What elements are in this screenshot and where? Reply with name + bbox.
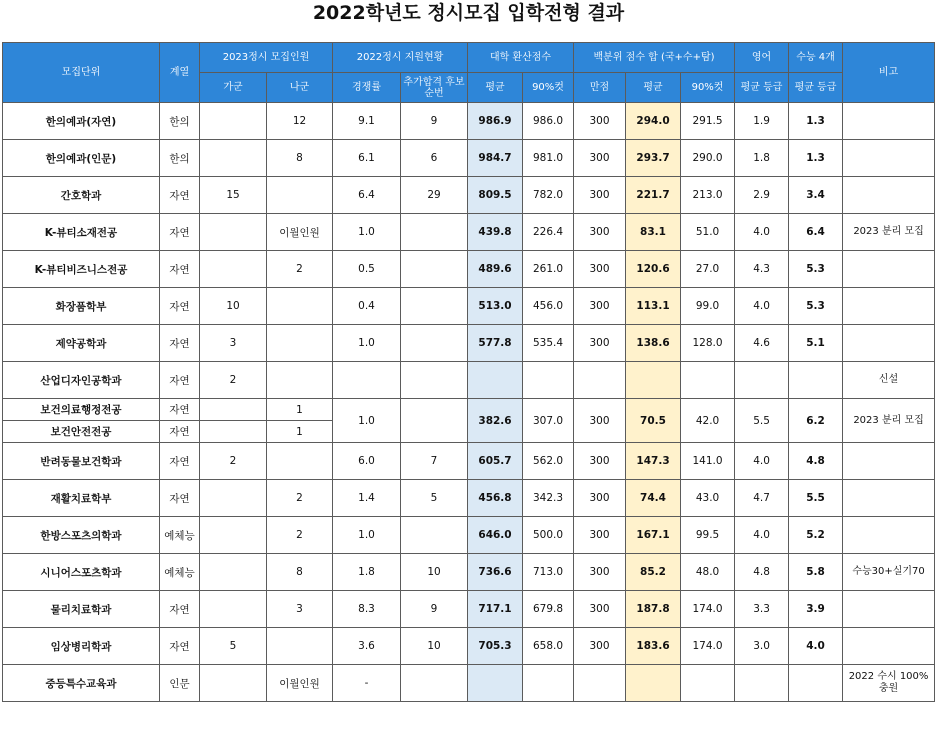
cell-track: 자연	[160, 177, 200, 214]
results-table	[2, 42, 935, 702]
page-title: 2022학년도 정시모집 입학전형 결과	[312, 2, 625, 24]
cell-conv-90	[523, 665, 574, 702]
cell-quota-na: 3	[267, 591, 333, 628]
cell-note	[843, 325, 935, 362]
cell-conv-90	[523, 362, 574, 399]
cell-pct-avg: 83.1	[626, 214, 681, 251]
cell-pct-90: 99.5	[681, 517, 735, 554]
cell-pct-avg: 293.7	[626, 140, 681, 177]
cell-quota-na: 12	[267, 103, 333, 140]
cell-waitlist	[401, 399, 468, 443]
cell-track: 자연	[160, 480, 200, 517]
cell-competition: 0.4	[333, 288, 401, 325]
cell-note	[843, 591, 935, 628]
cell-quota-ga	[200, 140, 267, 177]
cell-english: 4.8	[735, 554, 789, 591]
table-row	[3, 325, 935, 362]
header-quota-na: 나군	[267, 73, 333, 103]
cell-conv-avg: 382.6	[468, 399, 523, 443]
cell-quota-ga	[200, 554, 267, 591]
table-row	[3, 362, 935, 399]
cell-quota-ga	[200, 517, 267, 554]
cell-quota-na: 이월인원	[267, 214, 333, 251]
cell-quota-na: 1	[267, 399, 333, 421]
cell-quota-na	[267, 443, 333, 480]
table-row	[3, 591, 935, 628]
table-row	[3, 177, 935, 214]
cell-waitlist	[401, 251, 468, 288]
cell-track: 예체능	[160, 554, 200, 591]
cell-track: 한의	[160, 103, 200, 140]
header-competition: 경쟁률	[333, 73, 401, 103]
cell-quota-ga: 3	[200, 325, 267, 362]
cell-conv-90: 562.0	[523, 443, 574, 480]
cell-pct-avg: 167.1	[626, 517, 681, 554]
header-conv-avg: 평균	[468, 73, 523, 103]
cell-conv-avg	[468, 362, 523, 399]
header-english-grade: 평균 등급	[735, 73, 789, 103]
cell-conv-avg: 809.5	[468, 177, 523, 214]
cell-waitlist: 29	[401, 177, 468, 214]
cell-note: 2023 분리 모집	[843, 399, 935, 443]
cell-conv-90: 535.4	[523, 325, 574, 362]
cell-pct-90: 43.0	[681, 480, 735, 517]
header-pct-90: 90%컷	[681, 73, 735, 103]
cell-unit: 임상병리학과	[3, 628, 160, 665]
table-row	[3, 214, 935, 251]
cell-pct-90: 48.0	[681, 554, 735, 591]
cell-conv-90: 713.0	[523, 554, 574, 591]
cell-pct-avg: 147.3	[626, 443, 681, 480]
table-row	[3, 140, 935, 177]
cell-csat: 5.8	[789, 554, 843, 591]
cell-english	[735, 362, 789, 399]
cell-conv-90: 500.0	[523, 517, 574, 554]
cell-conv-90: 456.0	[523, 288, 574, 325]
cell-csat: 3.4	[789, 177, 843, 214]
table-row	[3, 628, 935, 665]
cell-waitlist	[401, 214, 468, 251]
cell-track: 자연	[160, 214, 200, 251]
cell-pct-avg	[626, 665, 681, 702]
cell-conv-90: 342.3	[523, 480, 574, 517]
cell-pct-90: 51.0	[681, 214, 735, 251]
cell-quota-na: 2	[267, 480, 333, 517]
cell-pct-90	[681, 362, 735, 399]
table-row	[3, 517, 935, 554]
cell-unit: 한방스포츠의학과	[3, 517, 160, 554]
cell-quota-ga: 10	[200, 288, 267, 325]
cell-track: 자연	[160, 288, 200, 325]
cell-english: 4.6	[735, 325, 789, 362]
cell-competition: 1.0	[333, 517, 401, 554]
cell-quota-ga	[200, 665, 267, 702]
cell-conv-avg: 513.0	[468, 288, 523, 325]
cell-pct-avg: 85.2	[626, 554, 681, 591]
cell-conv-90: 226.4	[523, 214, 574, 251]
header-waitlist: 추가합격 후보순번	[401, 73, 468, 103]
table-row	[3, 288, 935, 325]
cell-quota-na: 8	[267, 140, 333, 177]
cell-competition: 0.5	[333, 251, 401, 288]
cell-quota-na: 이월인원	[267, 665, 333, 702]
cell-unit: 물리치료학과	[3, 591, 160, 628]
header-track: 계열	[160, 43, 200, 103]
cell-pct-max: 300	[574, 288, 626, 325]
cell-quota-na: 2	[267, 251, 333, 288]
cell-conv-90: 261.0	[523, 251, 574, 288]
cell-quota-ga	[200, 591, 267, 628]
cell-track: 자연	[160, 628, 200, 665]
cell-note	[843, 480, 935, 517]
cell-unit: 화장품학부	[3, 288, 160, 325]
cell-pct-max: 300	[574, 103, 626, 140]
header-csat-grade: 평균 등급	[789, 73, 843, 103]
cell-track: 인문	[160, 665, 200, 702]
cell-track: 한의	[160, 140, 200, 177]
cell-unit: K-뷰티비즈니스전공	[3, 251, 160, 288]
cell-pct-90: 291.5	[681, 103, 735, 140]
cell-quota-ga	[200, 251, 267, 288]
cell-english: 1.8	[735, 140, 789, 177]
cell-csat: 5.5	[789, 480, 843, 517]
cell-quota-ga: 2	[200, 443, 267, 480]
header-conv-90: 90%컷	[523, 73, 574, 103]
cell-pct-max	[574, 665, 626, 702]
header-pct-max: 만점	[574, 73, 626, 103]
cell-pct-avg: 221.7	[626, 177, 681, 214]
cell-csat: 4.8	[789, 443, 843, 480]
cell-track: 자연	[160, 251, 200, 288]
cell-waitlist	[401, 288, 468, 325]
cell-pct-avg: 294.0	[626, 103, 681, 140]
cell-competition: 3.6	[333, 628, 401, 665]
cell-csat	[789, 665, 843, 702]
cell-pct-avg: 187.8	[626, 591, 681, 628]
cell-pct-max: 300	[574, 251, 626, 288]
cell-conv-90: 658.0	[523, 628, 574, 665]
cell-pct-90: 141.0	[681, 443, 735, 480]
cell-english: 1.9	[735, 103, 789, 140]
cell-english: 4.0	[735, 517, 789, 554]
cell-english: 4.0	[735, 288, 789, 325]
header-english: 영어	[735, 43, 789, 73]
cell-conv-avg: 577.8	[468, 325, 523, 362]
cell-conv-90: 981.0	[523, 140, 574, 177]
cell-conv-90: 307.0	[523, 399, 574, 443]
cell-pct-avg: 120.6	[626, 251, 681, 288]
cell-unit: 중등특수교육과	[3, 665, 160, 702]
cell-conv-avg: 986.9	[468, 103, 523, 140]
cell-quota-na	[267, 177, 333, 214]
cell-conv-avg: 705.3	[468, 628, 523, 665]
cell-csat: 3.9	[789, 591, 843, 628]
cell-note	[843, 288, 935, 325]
cell-english: 4.3	[735, 251, 789, 288]
cell-quota-ga: 15	[200, 177, 267, 214]
cell-conv-avg: 736.6	[468, 554, 523, 591]
header-csat: 수능 4개	[789, 43, 843, 73]
cell-conv-avg: 439.8	[468, 214, 523, 251]
cell-conv-avg	[468, 665, 523, 702]
cell-pct-avg: 113.1	[626, 288, 681, 325]
cell-track: 자연	[160, 591, 200, 628]
header-pct-avg: 평균	[626, 73, 681, 103]
cell-note: 수능30+실기70	[843, 554, 935, 591]
cell-competition: 1.0	[333, 325, 401, 362]
cell-pct-avg: 138.6	[626, 325, 681, 362]
cell-track: 예체능	[160, 517, 200, 554]
cell-csat: 6.4	[789, 214, 843, 251]
header-unit: 모집단위	[3, 43, 160, 103]
table-row	[3, 554, 935, 591]
cell-quota-ga: 5	[200, 628, 267, 665]
cell-note: 2023 분리 모집	[843, 214, 935, 251]
cell-waitlist	[401, 325, 468, 362]
cell-quota-na: 1	[267, 421, 333, 443]
cell-quota-ga	[200, 480, 267, 517]
cell-csat: 5.1	[789, 325, 843, 362]
cell-unit: 산업디자인공학과	[3, 362, 160, 399]
cell-pct-90: 213.0	[681, 177, 735, 214]
cell-pct-avg	[626, 362, 681, 399]
cell-pct-max: 300	[574, 214, 626, 251]
cell-csat: 5.2	[789, 517, 843, 554]
cell-csat: 1.3	[789, 103, 843, 140]
cell-pct-max: 300	[574, 443, 626, 480]
cell-waitlist	[401, 517, 468, 554]
cell-waitlist: 10	[401, 554, 468, 591]
cell-csat: 5.3	[789, 288, 843, 325]
cell-waitlist: 9	[401, 103, 468, 140]
cell-note: 2022 수시 100% 충원	[843, 665, 935, 702]
cell-competition: 9.1	[333, 103, 401, 140]
cell-competition: 6.4	[333, 177, 401, 214]
cell-track: 자연	[160, 362, 200, 399]
cell-track: 자연	[160, 325, 200, 362]
cell-unit: 재활치료학부	[3, 480, 160, 517]
header-note: 비고	[843, 43, 935, 103]
cell-pct-90: 99.0	[681, 288, 735, 325]
cell-waitlist: 5	[401, 480, 468, 517]
cell-english: 3.3	[735, 591, 789, 628]
cell-csat: 6.2	[789, 399, 843, 443]
cell-pct-avg: 74.4	[626, 480, 681, 517]
cell-note: 신설	[843, 362, 935, 399]
cell-pct-max: 300	[574, 480, 626, 517]
cell-conv-avg: 646.0	[468, 517, 523, 554]
cell-english: 5.5	[735, 399, 789, 443]
cell-track: 자연	[160, 399, 200, 421]
cell-conv-avg: 605.7	[468, 443, 523, 480]
cell-note	[843, 443, 935, 480]
cell-csat: 4.0	[789, 628, 843, 665]
cell-quota-ga	[200, 103, 267, 140]
cell-pct-avg: 183.6	[626, 628, 681, 665]
cell-conv-avg: 456.8	[468, 480, 523, 517]
cell-english	[735, 665, 789, 702]
cell-note	[843, 103, 935, 140]
header-apply-2022: 2022정시 지원현황	[333, 43, 468, 73]
cell-waitlist	[401, 665, 468, 702]
cell-competition	[333, 362, 401, 399]
cell-pct-90: 27.0	[681, 251, 735, 288]
cell-note	[843, 628, 935, 665]
cell-csat: 5.3	[789, 251, 843, 288]
cell-pct-max: 300	[574, 517, 626, 554]
cell-competition: 1.4	[333, 480, 401, 517]
cell-quota-na: 2	[267, 517, 333, 554]
cell-competition: 1.8	[333, 554, 401, 591]
cell-english: 4.0	[735, 214, 789, 251]
table-row	[3, 480, 935, 517]
cell-unit: 한의예과(자연)	[3, 103, 160, 140]
cell-note	[843, 517, 935, 554]
cell-english: 4.7	[735, 480, 789, 517]
cell-pct-90: 128.0	[681, 325, 735, 362]
cell-waitlist: 9	[401, 591, 468, 628]
cell-quota-ga: 2	[200, 362, 267, 399]
cell-note	[843, 177, 935, 214]
header-quota-ga: 가군	[200, 73, 267, 103]
cell-unit: K-뷰티소재전공	[3, 214, 160, 251]
cell-pct-90	[681, 665, 735, 702]
header-quota-2023: 2023정시 모집인원	[200, 43, 333, 73]
cell-pct-max: 300	[574, 554, 626, 591]
cell-conv-avg: 489.6	[468, 251, 523, 288]
cell-waitlist: 7	[401, 443, 468, 480]
cell-quota-na	[267, 628, 333, 665]
cell-note	[843, 251, 935, 288]
cell-pct-90: 174.0	[681, 591, 735, 628]
cell-unit: 보건의료행정전공	[3, 399, 160, 421]
cell-conv-90: 679.8	[523, 591, 574, 628]
cell-csat: 1.3	[789, 140, 843, 177]
cell-quota-na	[267, 288, 333, 325]
cell-competition: 6.1	[333, 140, 401, 177]
cell-waitlist: 10	[401, 628, 468, 665]
table-row	[3, 443, 935, 480]
cell-quota-ga	[200, 214, 267, 251]
cell-waitlist	[401, 362, 468, 399]
table-row	[3, 665, 935, 702]
cell-quota-na	[267, 325, 333, 362]
cell-quota-ga	[200, 399, 267, 421]
cell-csat	[789, 362, 843, 399]
cell-pct-avg: 70.5	[626, 399, 681, 443]
cell-pct-max	[574, 362, 626, 399]
cell-note	[843, 140, 935, 177]
header-percentile: 백분위 점수 합 (국+수+탐)	[574, 43, 735, 73]
cell-unit: 보건안전전공	[3, 421, 160, 443]
cell-waitlist: 6	[401, 140, 468, 177]
header-converted: 대학 환산점수	[468, 43, 574, 73]
cell-pct-max: 300	[574, 399, 626, 443]
cell-pct-90: 42.0	[681, 399, 735, 443]
table-body	[3, 103, 935, 702]
cell-quota-ga	[200, 421, 267, 443]
table-row	[3, 251, 935, 288]
cell-english: 2.9	[735, 177, 789, 214]
cell-track: 자연	[160, 421, 200, 443]
cell-pct-max: 300	[574, 628, 626, 665]
cell-competition: -	[333, 665, 401, 702]
cell-conv-90: 782.0	[523, 177, 574, 214]
table-header	[3, 43, 935, 103]
cell-track: 자연	[160, 443, 200, 480]
cell-pct-max: 300	[574, 591, 626, 628]
cell-competition: 6.0	[333, 443, 401, 480]
cell-conv-avg: 717.1	[468, 591, 523, 628]
cell-quota-na: 8	[267, 554, 333, 591]
table-row	[3, 103, 935, 140]
cell-pct-max: 300	[574, 177, 626, 214]
cell-unit: 시니어스포츠학과	[3, 554, 160, 591]
cell-pct-max: 300	[574, 140, 626, 177]
cell-unit: 반려동물보건학과	[3, 443, 160, 480]
cell-english: 3.0	[735, 628, 789, 665]
cell-competition: 1.0	[333, 399, 401, 443]
cell-conv-avg: 984.7	[468, 140, 523, 177]
cell-pct-90: 174.0	[681, 628, 735, 665]
table-row-split-top	[3, 399, 935, 421]
cell-unit: 제약공학과	[3, 325, 160, 362]
cell-unit: 한의예과(인문)	[3, 140, 160, 177]
cell-pct-max: 300	[574, 325, 626, 362]
cell-quota-na	[267, 362, 333, 399]
cell-competition: 1.0	[333, 214, 401, 251]
cell-pct-90: 290.0	[681, 140, 735, 177]
cell-conv-90: 986.0	[523, 103, 574, 140]
cell-competition: 8.3	[333, 591, 401, 628]
cell-unit: 간호학과	[3, 177, 160, 214]
cell-english: 4.0	[735, 443, 789, 480]
